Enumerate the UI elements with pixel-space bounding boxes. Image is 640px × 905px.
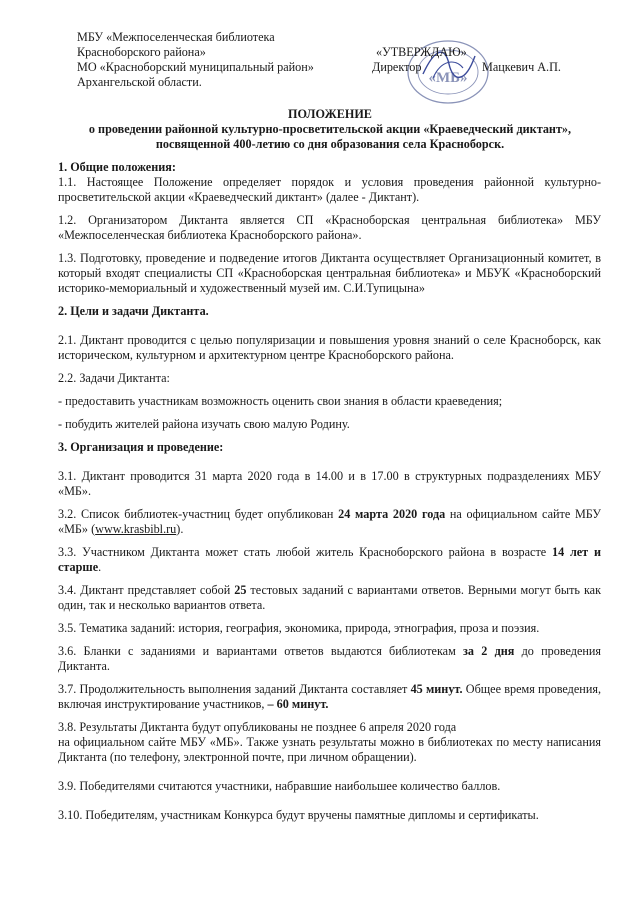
title-line: о проведении районной культурно-просветительской акции «Краеведческий диктант», [88,122,572,136]
paragraph: 2.1. Диктант проводится с целью популяризации и повышения уровня знаний о селе Красноборск, как историческом, культурном и архитектурном центре Красноборского района. [58,333,601,362]
title-line: ПОЛОЖЕНИЕ [288,107,372,121]
highlight: 24 марта 2020 года [338,507,446,521]
highlight: 25 [234,583,247,597]
title-line: посвященной 400-летию со дня образования села Красноборск. [155,137,505,151]
list-item: - предоставить участникам возможность оценить свои знания в области краеведения; [58,394,503,408]
highlight: 14 лет и старше [58,545,601,574]
paragraph: 1.2. Организатором Диктанта является СП «Красноборская центральная библиотека» МБУ «Межпоселенческая библиотека Красноборского района». [58,213,601,242]
paragraph: 3.7. Продолжительность выполнения заданий Диктанта составляет 45 минут. Общее время проведения, включая инструктирование участников, – 60 минут. [58,682,601,711]
approval-block [372,45,602,74]
document-body [58,160,601,823]
highlight: 45 минут. [410,682,463,696]
highlight: за 2 дня [463,644,515,658]
director-name: Мацкевич А.П. [482,60,561,74]
section-heading: 1. Общие положения: [58,160,176,174]
website-link[interactable]: www.krasbibl.ru [95,522,177,536]
paragraph: 3.4. Диктант представляет собой 25 тестовых заданий с вариантами ответов. Верными могут быть как один, так и несколько вариантов ответа. [58,583,602,612]
paragraph: 2.2. Задачи Диктанта: [58,371,170,385]
paragraph: 3.5. Тематика заданий: история, география, экономика, природа, этнография, проза и поэзия. [58,621,540,635]
highlight: – 60 минут. [267,697,329,711]
paragraph: 3.6. Бланки с заданиями и вариантами ответов выдаются библиотекам за 2 дня до проведения Диктанта. [58,644,602,673]
org-line: МО «Красноборский муниципальный район» [77,60,314,74]
org-line: Красноборского района» [77,45,206,59]
paragraph: 3.2. Список библиотек-участниц будет опубликован 24 марта 2020 года на официальном сайте МБУ «МБ» (www.krasbibl.ru). [58,507,601,536]
org-line: МБУ «Межпоселенческая библиотека [77,30,275,44]
paragraph: 3.10. Победителям, участникам Конкурса будут вручены памятные дипломы и сертификаты. [58,808,539,822]
list-item: - побудить жителей района изучать свою малую Родину. [58,417,350,431]
paragraph: 3.9. Победителями считаются участники, набравшие наибольшее количество баллов. [58,779,501,793]
paragraph: 3.3. Участником Диктанта может стать любой житель Красноборского района в возрасте 14 лет и старше. [58,545,601,574]
approve-label: «УТВЕРЖДАЮ» [376,45,467,59]
organization-header [77,30,377,90]
paragraph: 3.1. Диктант проводится 31 марта 2020 года в 14.00 и в 17.00 в структурных подразделениях МБУ «МБ». [58,469,601,498]
document-title [60,107,600,152]
paragraph: 1.3. Подготовку, проведение и подведение итогов Диктанта осуществляет Организационный комитет, в который входят специалисты СП «Красноборская центральная библиотека» и МБУК «Красноборский историко-мемориальный и художественный музей им. С.И.Тупицына» [58,251,601,295]
paragraph: 3.8. Результаты Диктанта будут опубликованы не позднее 6 апреля 2020 года на официальном сайте МБУ «МБ». Также узнать результаты можно в библиотеках по месту написания Диктанта (по телефону, электронной почте, при личном обращении). [58,720,601,764]
org-line: Архангельской области. [77,75,202,89]
paragraph: 1.1. Настоящее Положение определяет порядок и условия проведения районной культурно-просветительской акции «Краеведческий диктант» (далее - Диктант). [58,175,601,204]
section-heading: 3. Организация и проведение: [58,440,224,454]
section-heading: 2. Цели и задачи Диктанта. [58,304,209,318]
svg-text:«МБ»: «МБ» [428,70,468,86]
director-label: Директор [372,60,422,74]
